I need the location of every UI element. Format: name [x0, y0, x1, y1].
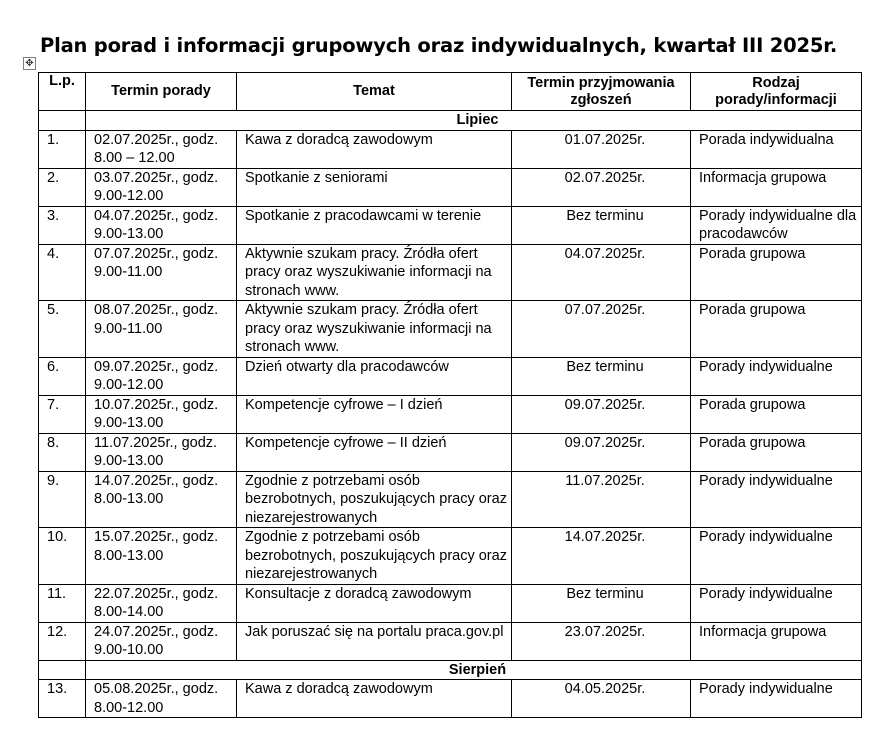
plan-table [38, 72, 862, 718]
header-rodzaj: Rodzaj porady/informacji [691, 73, 862, 111]
row-rodzaj: Porady indywidualne dla pracodawców [691, 206, 862, 244]
table-row [39, 471, 862, 528]
row-lp: 6. [39, 357, 86, 395]
row-lp: 9. [39, 471, 86, 528]
table-row [39, 395, 862, 433]
section-row [39, 111, 862, 131]
header-termin-zgloszen: Termin przyjmowania zgłoszeń [512, 73, 691, 111]
row-zgloszenia: 14.07.2025r. [512, 528, 691, 585]
table-row [39, 584, 862, 622]
row-rodzaj: Porada grupowa [691, 433, 862, 471]
row-lp: 3. [39, 206, 86, 244]
header-temat: Temat [237, 73, 512, 111]
row-rodzaj: Porada grupowa [691, 395, 862, 433]
row-zgloszenia: 09.07.2025r. [512, 433, 691, 471]
row-zgloszenia: Bez terminu [512, 357, 691, 395]
page-title: Plan porad i informacji grupowych oraz indywidualnych, kwartał III 2025r. [40, 34, 838, 57]
row-zgloszenia: 23.07.2025r. [512, 622, 691, 660]
row-rodzaj: Porada indywidualna [691, 130, 862, 168]
row-temat: Kawa z doradcą zawodowym [237, 680, 512, 718]
table-header-row [39, 73, 862, 111]
row-temat: Aktywnie szukam pracy. Źródła ofert pracy oraz wyszukiwanie informacji na stronach www. [237, 301, 512, 358]
table-row [39, 357, 862, 395]
table-row [39, 206, 862, 244]
row-termin: 15.07.2025r., godz. 8.00-13.00 [86, 528, 237, 585]
row-lp: 8. [39, 433, 86, 471]
row-rodzaj: Informacja grupowa [691, 622, 862, 660]
row-termin: 14.07.2025r., godz. 8.00-13.00 [86, 471, 237, 528]
row-zgloszenia: Bez terminu [512, 584, 691, 622]
row-lp: 4. [39, 244, 86, 301]
row-lp: 2. [39, 168, 86, 206]
row-lp: 1. [39, 130, 86, 168]
row-termin: 05.08.2025r., godz. 8.00-12.00 [86, 680, 237, 718]
row-termin: 22.07.2025r., godz. 8.00-14.00 [86, 584, 237, 622]
row-termin: 09.07.2025r., godz. 9.00-12.00 [86, 357, 237, 395]
row-lp: 7. [39, 395, 86, 433]
row-temat: Zgodnie z potrzebami osób bezrobotnych, poszukujących pracy oraz niezarejestrowanych [237, 471, 512, 528]
table-row [39, 680, 862, 718]
row-termin: 04.07.2025r., godz. 9.00-13.00 [86, 206, 237, 244]
row-temat: Spotkanie z seniorami [237, 168, 512, 206]
table-row [39, 301, 862, 358]
row-temat: Kompetencje cyfrowe – I dzień [237, 395, 512, 433]
row-termin: 07.07.2025r., godz. 9.00-11.00 [86, 244, 237, 301]
row-temat: Kompetencje cyfrowe – II dzień [237, 433, 512, 471]
header-lp: L.p. [39, 73, 86, 111]
table-row [39, 130, 862, 168]
row-lp: 5. [39, 301, 86, 358]
header-termin-porady: Termin porady [86, 73, 237, 111]
row-rodzaj: Porady indywidualne [691, 471, 862, 528]
row-temat: Aktywnie szukam pracy. Źródła ofert pracy oraz wyszukiwanie informacji na stronach www. [237, 244, 512, 301]
row-rodzaj: Porady indywidualne [691, 357, 862, 395]
section-row [39, 660, 862, 680]
table-row [39, 622, 862, 660]
row-temat: Dzień otwarty dla pracodawców [237, 357, 512, 395]
row-termin: 03.07.2025r., godz. 9.00-12.00 [86, 168, 237, 206]
row-zgloszenia: Bez terminu [512, 206, 691, 244]
table-row [39, 433, 862, 471]
row-temat: Spotkanie z pracodawcami w terenie [237, 206, 512, 244]
row-temat: Jak poruszać się na portalu praca.gov.pl [237, 622, 512, 660]
row-lp: 12. [39, 622, 86, 660]
row-lp: 10. [39, 528, 86, 585]
row-temat: Kawa z doradcą zawodowym [237, 130, 512, 168]
table-row [39, 528, 862, 585]
row-zgloszenia: 11.07.2025r. [512, 471, 691, 528]
row-rodzaj: Porady indywidualne [691, 584, 862, 622]
table-row [39, 244, 862, 301]
section-label: Lipiec [86, 111, 862, 131]
row-termin: 10.07.2025r., godz. 9.00-13.00 [86, 395, 237, 433]
row-rodzaj: Informacja grupowa [691, 168, 862, 206]
row-lp: 11. [39, 584, 86, 622]
row-rodzaj: Porady indywidualne [691, 528, 862, 585]
row-zgloszenia: 01.07.2025r. [512, 130, 691, 168]
table-row [39, 168, 862, 206]
move-arrows-icon[interactable]: ✥ [23, 57, 36, 70]
row-zgloszenia: 09.07.2025r. [512, 395, 691, 433]
row-termin: 11.07.2025r., godz. 9.00-13.00 [86, 433, 237, 471]
row-zgloszenia: 02.07.2025r. [512, 168, 691, 206]
section-lp-empty [39, 111, 86, 131]
section-lp-empty [39, 660, 86, 680]
row-zgloszenia: 04.07.2025r. [512, 244, 691, 301]
section-label: Sierpień [86, 660, 862, 680]
row-temat: Zgodnie z potrzebami osób bezrobotnych, poszukujących pracy oraz niezarejestrowanych [237, 528, 512, 585]
row-lp: 13. [39, 680, 86, 718]
row-zgloszenia: 04.05.2025r. [512, 680, 691, 718]
row-termin: 08.07.2025r., godz. 9.00-11.00 [86, 301, 237, 358]
row-termin: 24.07.2025r., godz. 9.00-10.00 [86, 622, 237, 660]
row-termin: 02.07.2025r., godz. 8.00 – 12.00 [86, 130, 237, 168]
row-temat: Konsultacje z doradcą zawodowym [237, 584, 512, 622]
row-zgloszenia: 07.07.2025r. [512, 301, 691, 358]
row-rodzaj: Porady indywidualne [691, 680, 862, 718]
row-rodzaj: Porada grupowa [691, 301, 862, 358]
row-rodzaj: Porada grupowa [691, 244, 862, 301]
